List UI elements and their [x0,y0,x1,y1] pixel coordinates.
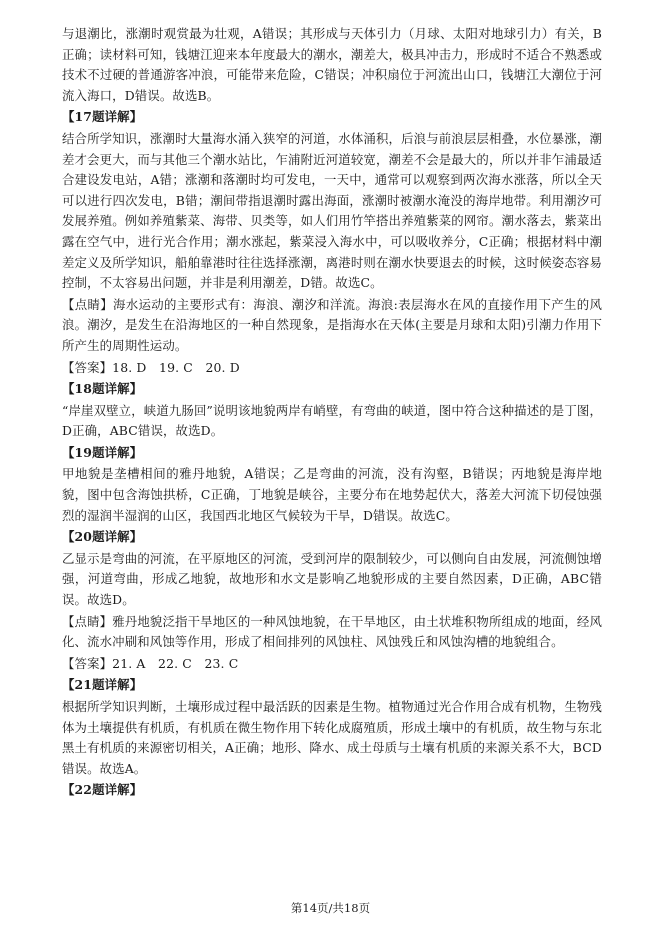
paragraph: “岸崖双壁立，峡道九肠回”说明该地貌两岸有峭壁，有弯曲的峡道，图中符合这种描述的是丁图，D正确，ABC错误，故选D。 [62,402,602,439]
section-heading: 【22题详解】 [62,782,143,798]
document-body [62,24,602,802]
section-heading: 【20题详解】 [62,529,143,545]
note-paragraph: 【点睛】海水运动的主要形式有：海浪、潮汐和洋流。海浪:表层海水在风的直接作用下产生的风浪。潮汐，是发生在沿海地区的一种自然现象，是指海水在天体(主要是月球和太阳)引潮力作用下所产生的周期性运动。 [62,296,602,353]
section-heading: 【21题详解】 [62,677,143,693]
paragraph: 结合所学知识，涨潮时大量海水涌入狭窄的河道，水体涌积，后浪与前浪层层相叠，水位暴涨，潮差才会更大，而与其他三个潮水站比，乍浦附近河道较宽，潮差不会是最大的，所以并非乍浦最适合建设发电站，A错；涨潮和落潮时均可发电，一天中，通常可以观察到两次海水涨落，所以全天可以进行四次发电，B错；潮间带指退潮时露出海面，涨潮时被潮水淹没的海岸地带。利用潮汐可发展养殖。例如养殖紫菜、海带、贝类等，如人们用竹竿搭出养殖紫菜的网帘。潮水落去，紫菜出露在空气中，进行光合作用；潮水涨起，紫菜浸入海水中，可以吸收养分，C正确；根据材料中潮差定义及所学知识，船舶靠港时往往选择涨潮，离港时则在潮水快要退去的时候，这时候姿态容易控制，不太容易出问题，并非是利用潮差，D错。故选C。 [62,130,602,291]
answer-line: 【答案】18. D 19. C 20. D [62,359,240,375]
note-paragraph: 【点睛】雅丹地貌泛指干旱地区的一种风蚀地貌，在干旱地区，由土状堆积物所组成的地面，经风化、流水冲刷和风蚀等作用，形成了相间排列的风蚀柱、风蚀残丘和风蚀沟槽的地貌组合。 [62,613,602,650]
section-heading: 【19题详解】 [62,444,143,460]
section-heading: 【17题详解】 [62,109,143,125]
page-number: 第14页/共18页 [290,901,371,915]
answer-line: 【答案】21. A 22. C 23. C [62,655,239,671]
paragraph: 与退潮比，涨潮时观赏最为壮观，A错误；其形成与天体引力（月球、太阳对地球引力）有关，B正确；读材料可知，钱塘江迎来本年度最大的潮水，潮差大，极具冲击力，形成时不适合不熟悉或技术不过硬的普通游客冲浪，可能带来危险，C错误；冲积扇位于河流出山口，钱塘江大潮位于河流入海口，D错误。故选B。 [62,26,602,103]
paragraph: 根据所学知识判断，土壤形成过程中最活跃的因素是生物。植物通过光合作用合成有机物，生物残体为土壤提供有机质，有机质在微生物作用下转化成腐殖质，形成土壤中的有机质，故生物与东北黑土有机质的来源密切相关，A正确；地形、降水、成土母质与土壤有机质的来源关系不大，BCD错误。故选A。 [62,699,602,776]
paragraph: 甲地貌是垄槽相间的雅丹地貌，A错误；乙是弯曲的河流，没有沟壑，B错误；丙地貌是海岸地貌，图中包含海蚀拱桥，C正确，丁地貌是峡谷，主要分布在地势起伏大，落差大河流下切侵蚀强烈的湿润半湿润的山区，我国西北地区气候较为干旱，D错误。故选C。 [62,466,602,523]
paragraph: 乙显示是弯曲的河流，在平原地区的河流，受到河岸的限制较少，可以侧向自由发展，河流侧蚀增强，河道弯曲，形成乙地貌，故地形和水文是影响乙地貌形成的主要自然因素，D正确，ABC错误。故选D。 [62,550,602,608]
section-heading: 【18题详解】 [62,381,143,397]
